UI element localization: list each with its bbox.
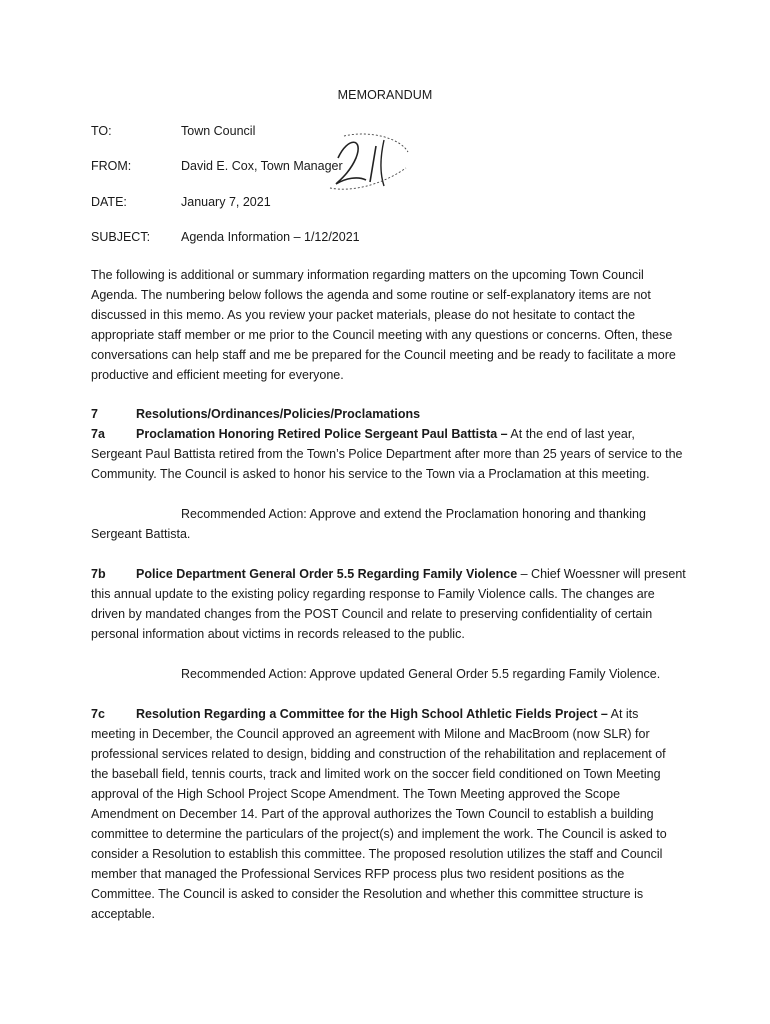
to-value: Town Council	[181, 124, 256, 138]
item-7b-action-text: Recommended Action: Approve updated General Order 5.5 regarding Family Violence.	[181, 667, 661, 681]
item-7a-recommended-action	[91, 504, 686, 544]
from-value: David E. Cox, Town Manager	[181, 159, 343, 173]
handwritten-signature	[300, 128, 415, 198]
subject-value: Agenda Information – 1/12/2021	[181, 230, 360, 244]
date-label: DATE:	[91, 195, 127, 209]
memo-title: MEMORANDUM	[337, 88, 433, 102]
item-7b-text: – Chief Woessner will present this annual update to the existing policy regarding response to Family Violence calls. The changes are driven by mandated changes from the POST Council and relate to preserving confidentiality of certain personal information about victims in records released to the public.	[91, 567, 686, 641]
item-7a-paragraph	[91, 424, 686, 484]
from-label: FROM:	[91, 159, 132, 173]
item-7b-recommended-action	[91, 664, 686, 684]
item-7b-paragraph	[91, 564, 686, 644]
subject-label: SUBJECT:	[91, 230, 151, 244]
date-row	[91, 195, 271, 209]
item-7c-text: At its meeting in December, the Council approved an agreement with Milone and MacBroom (now SLR) for professional services related to design, bidding and construction of the rehabilitation and replacement of the baseball field, tennis courts, track and limited work on the soccer field conditioned on Town Meeting approval of the High School Project Scope Amendment. The Town Meeting approved the Scope Amendment on December 14. Part of the approval authorizes the Town Council to establish a building committee to determine the particulars of the project(s) and implement the work. The Council is asked to consider a Resolution to establish this committee. The proposed resolution utilizes the staff and Council member that managed the Professional Services RFP process plus two resident positions as the Committee. The Council is asked to consider the Resolution and whether this committee structure is acceptable.	[91, 707, 667, 921]
item-7a-text: At the end of last year, Sergeant Paul Battista retired from the Town’s Police Department after more than 25 years of service to the Community. The Council is asked to honor his service to the Town via a Proclamation at this meeting.	[91, 427, 683, 481]
item-7c-heading: Resolution Regarding a Committee for the High School Athletic Fields Project –	[136, 707, 608, 721]
to-label: TO:	[91, 124, 112, 138]
item-7c-paragraph	[91, 704, 686, 924]
section-7-heading	[91, 404, 686, 424]
subject-row	[91, 230, 360, 244]
item-7a-heading: Proclamation Honoring Retired Police Sergeant Paul Battista –	[136, 427, 508, 441]
section-7-title: Resolutions/Ordinances/Policies/Proclamations	[136, 407, 421, 421]
date-value: January 7, 2021	[181, 195, 271, 209]
item-7c-number: 7c	[91, 707, 105, 721]
item-7b-heading: Police Department General Order 5.5 Regarding Family Violence	[136, 567, 518, 581]
item-7a-action-text: Recommended Action: Approve and extend the Proclamation honoring and thanking Sergeant Battista.	[91, 507, 646, 541]
item-7a-number: 7a	[91, 427, 105, 441]
intro-paragraph: The following is additional or summary information regarding matters on the upcoming Town Council Agenda. The numbering below follows the agenda and some routine or self-explanatory items are not discussed in this memo. As you review your packet materials, please do not hesitate to contact the appropriate staff member or me prior to the Council meeting with any questions or concerns. Often, these conversations can help staff and me be prepared for the Council meeting and be ready to facilitate a more productive and efficient meeting for everyone.	[91, 268, 676, 382]
item-7b-number: 7b	[91, 567, 106, 581]
section-7-number: 7	[91, 407, 98, 421]
to-row	[91, 124, 255, 138]
